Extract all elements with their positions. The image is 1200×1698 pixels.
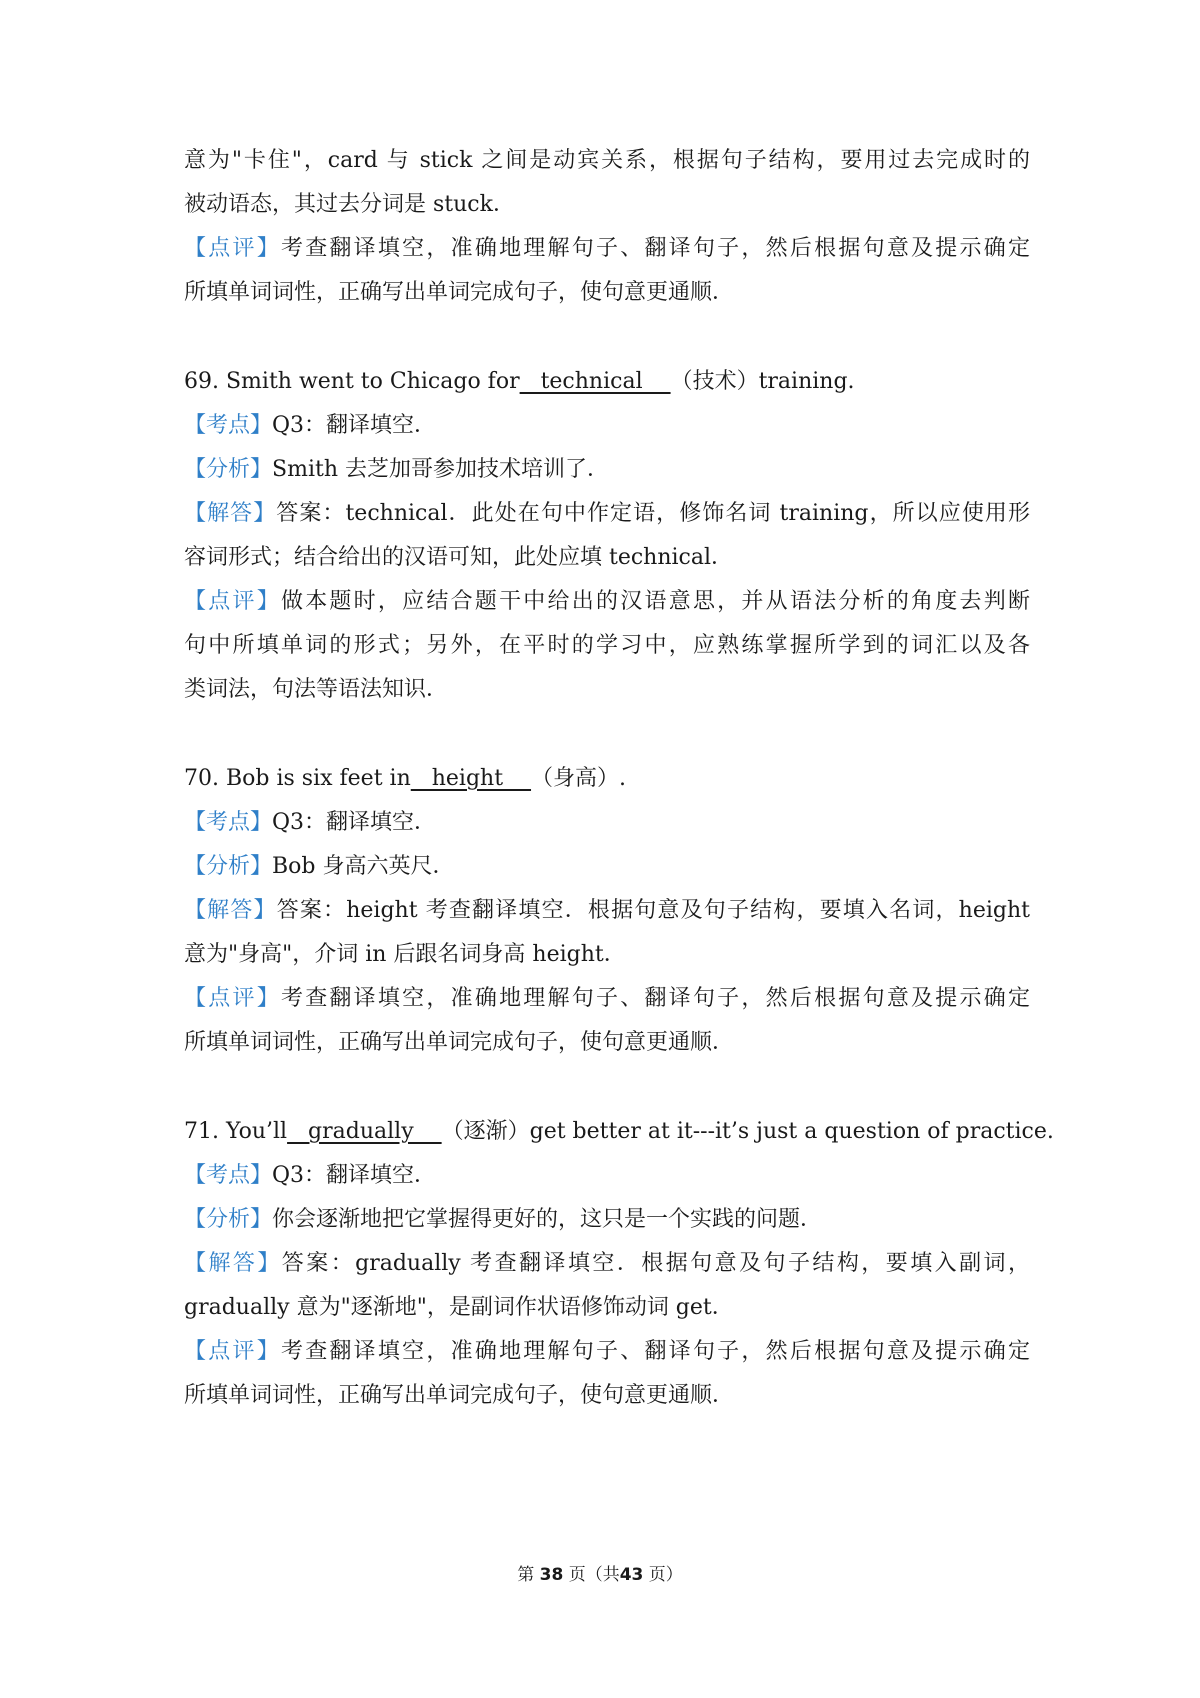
page-footer: 第 38 页（共43 页） <box>517 1565 683 1585</box>
dianping-text: 考查翻译填空，准确地理解句子、翻译句子，然后根据句意及提示确定 <box>280 986 1030 1011</box>
dianping-71-line-2: 所填单词词性，正确写出单词完成句子，使句意更通顺． <box>184 1383 735 1408</box>
comment-text: 考查翻译填空，准确地理解句子、翻译句子，然后根据句意及提示确定 <box>280 236 1030 261</box>
answer-blank: technical <box>519 369 671 394</box>
dianping-69-line-3: 类词法，句法等语法知识． <box>184 677 449 702</box>
intro-line-2: 被动语态，其过去分词是 stuck． <box>184 192 515 217</box>
jieda-71 <box>184 1249 1030 1279</box>
kaodian-text: Q3：翻译填空． <box>272 810 437 835</box>
jieda-tag: 【解答】 <box>184 1251 282 1276</box>
fenxi-text: Bob 身高六英尺． <box>272 854 455 879</box>
answer-blank: height <box>410 766 532 791</box>
jieda-tag: 【解答】 <box>184 898 277 923</box>
fenxi-69 <box>184 455 1030 485</box>
kaodian-70 <box>184 808 1030 838</box>
jieda-70 <box>184 896 1030 926</box>
kaodian-69 <box>184 411 1030 441</box>
dianping-text: 做本题时，应结合题干中给出的汉语意思，并从语法分析的角度去判断 <box>280 589 1030 614</box>
jieda-71-line-2: gradually 意为"逐渐地"，是副词作状语修饰动词 get． <box>184 1295 734 1320</box>
jieda-text: 答案：height 考查翻译填空．根据句意及句子结构，要填入名词，height <box>276 898 1030 923</box>
comment-tag: 【点评】 <box>184 236 281 261</box>
dianping-tag: 【点评】 <box>184 986 281 1011</box>
kaodian-tag: 【考点】 <box>184 810 273 835</box>
dianping-tag: 【点评】 <box>184 589 281 614</box>
question-suffix: （逐渐）get better at it---it’s just a question of practice. <box>441 1119 1054 1144</box>
jieda-69 <box>184 499 1030 529</box>
total-pages-number: 43 <box>619 1565 644 1585</box>
current-page-number: 38 <box>539 1565 564 1585</box>
jieda-text: 答案：gradually 考查翻译填空．根据句意及句子结构，要填入副词， <box>281 1251 1030 1276</box>
question-suffix: （身高）. <box>531 766 627 791</box>
dianping-70-line-2: 所填单词词性，正确写出单词完成句子，使句意更通顺． <box>184 1030 735 1055</box>
kaodian-text: Q3：翻译填空． <box>272 1163 437 1188</box>
fenxi-71 <box>184 1205 1030 1235</box>
fenxi-text: Smith 去芝加哥参加技术培训了． <box>272 457 609 482</box>
dianping-tag: 【点评】 <box>184 1339 281 1364</box>
fenxi-text: 你会逐渐地把它掌握得更好的，这只是一个实践的问题． <box>272 1207 823 1232</box>
question-prefix: 69. Smith went to Chicago for <box>184 369 520 394</box>
question-suffix: （技术）training. <box>670 369 855 394</box>
dianping-69-line-2: 句中所填单词的形式；另外，在平时的学习中，应熟练掌握所学到的词汇以及各 <box>184 633 1030 658</box>
fenxi-tag: 【分析】 <box>184 1207 273 1232</box>
intro-line-1: 意为"卡住"，card 与 stick 之间是动宾关系，根据句子结构，要用过去完成时的 <box>184 148 1030 173</box>
question-71 <box>184 1117 1054 1147</box>
dianping-71 <box>184 1337 1030 1367</box>
fenxi-70 <box>184 852 1030 882</box>
intro-comment-line-2: 所填单词词性，正确写出单词完成句子，使句意更通顺． <box>184 280 735 305</box>
answer-blank: gradually <box>287 1119 442 1144</box>
jieda-tag: 【解答】 <box>184 501 277 526</box>
fenxi-tag: 【分析】 <box>184 854 273 879</box>
intro-comment <box>184 234 1030 264</box>
question-prefix: 70. Bob is six feet in <box>184 766 411 791</box>
kaodian-tag: 【考点】 <box>184 1163 273 1188</box>
question-69 <box>184 367 1030 397</box>
jieda-text: 答案：technical．此处在句中作定语，修饰名词 training，所以应使用形 <box>276 501 1030 526</box>
jieda-70-line-2: 意为"身高"，介词 in 后跟名词身高 height． <box>184 942 626 967</box>
question-70 <box>184 764 1030 794</box>
dianping-70 <box>184 984 1030 1014</box>
dianping-69 <box>184 587 1030 617</box>
question-prefix: 71. You’ll <box>184 1119 288 1144</box>
kaodian-text: Q3：翻译填空． <box>272 413 437 438</box>
kaodian-tag: 【考点】 <box>184 413 273 438</box>
jieda-69-line-2: 容词形式；结合给出的汉语可知，此处应填 technical． <box>184 545 734 570</box>
kaodian-71 <box>184 1161 1030 1191</box>
dianping-text: 考查翻译填空，准确地理解句子、翻译句子，然后根据句意及提示确定 <box>280 1339 1030 1364</box>
fenxi-tag: 【分析】 <box>184 457 273 482</box>
